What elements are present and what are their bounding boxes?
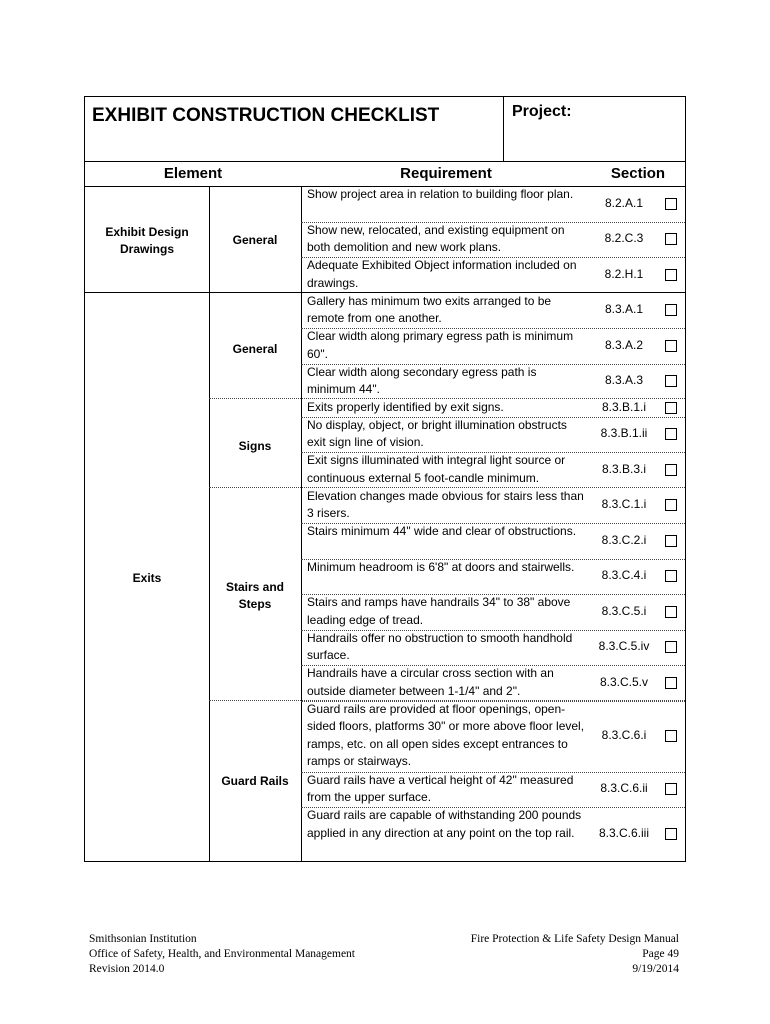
- requirement-text: Clear width along secondary egress path is minimum 44".: [307, 364, 537, 397]
- requirement-text: Stairs and ramps have handrails 34" to 38" above leading edge of tread.: [307, 595, 571, 627]
- requirement-text: Clear width along primary egress path is minimum 60".: [307, 329, 574, 361]
- section-ref: 8.3.C.2.i: [601, 532, 647, 547]
- group-stairs-and-steps: Stairs and Steps: [225, 580, 285, 611]
- section-ref: 8.3.A.2: [604, 337, 644, 352]
- footer-date: 9/19/2014: [632, 963, 679, 975]
- requirement-text: Guard rails are provided at floor openings, open-sided floors, platforms 30" or more above floor level, ramps, etc. on all open sides except entrances to ramps or stairways.: [307, 701, 585, 769]
- requirement-text: Minimum headroom is 6'8" at doors and stairwells.: [307, 559, 575, 574]
- checklist-row: [85, 665, 685, 701]
- checklist-row: [85, 417, 685, 453]
- requirement-text: Handrails have a circular cross section with an outside diameter between 1-1/4" and 2".: [307, 666, 554, 698]
- requirement-text: Exit signs illuminated with integral light source or continuous external 5 foot-candle minimum.: [307, 453, 566, 485]
- section-ref: 8.3.A.3: [604, 373, 644, 387]
- checkbox[interactable]: [665, 304, 677, 316]
- checklist-row: [85, 328, 685, 364]
- checkbox[interactable]: [665, 198, 677, 210]
- section-ref: 8.3.B.3.i: [601, 461, 647, 476]
- checklist-row: [85, 186, 685, 222]
- project-field[interactable]: [503, 97, 685, 161]
- footer-revision: Revision 2014.0: [89, 963, 165, 975]
- group-exits: Exits: [132, 571, 162, 585]
- checklist-table: [84, 96, 686, 862]
- footer-manual-title: Fire Protection & Life Safety Design Manual: [470, 933, 679, 945]
- requirement-text: Handrails offer no obstruction to smooth handhold surface.: [307, 630, 573, 663]
- requirement-text: Show new, relocated, and existing equipment on both demolition and new work plans.: [307, 222, 565, 255]
- checkbox[interactable]: [665, 535, 677, 547]
- checkbox[interactable]: [665, 375, 677, 387]
- footer-office: Office of Safety, Health, and Environmental Management: [89, 948, 356, 960]
- header-requirement: Requirement: [400, 165, 492, 182]
- requirement-text: Exits properly identified by exit signs.: [307, 399, 504, 414]
- requirement-text: Guard rails have a vertical height of 42" measured from the upper surface.: [307, 772, 574, 805]
- title-row: [85, 97, 685, 162]
- section-ref: 8.3.C.5.i: [601, 603, 647, 618]
- checkbox[interactable]: [665, 677, 677, 689]
- checklist-row: [85, 293, 685, 329]
- checkbox[interactable]: [665, 570, 677, 582]
- group-exits-general: General: [232, 342, 278, 356]
- section-ref: 8.3.C.6.i: [601, 728, 647, 742]
- section-ref: 8.3.C.5.v: [599, 674, 649, 689]
- checklist-row: [85, 399, 685, 417]
- checklist-row: [85, 630, 685, 666]
- checkbox[interactable]: [665, 641, 677, 653]
- column-headers: [85, 161, 685, 187]
- header-section: Section: [610, 165, 666, 182]
- group-signs: Signs: [238, 439, 272, 453]
- section-ref: 8.3.C.4.i: [601, 568, 647, 583]
- section-ref: 8.3.B.1.i: [601, 399, 647, 414]
- checkbox[interactable]: [665, 402, 677, 414]
- checkbox[interactable]: [665, 269, 677, 281]
- group-exhibit-general: General: [232, 233, 278, 247]
- checkbox[interactable]: [665, 730, 677, 742]
- section-ref: 8.3.B.1.ii: [600, 426, 648, 441]
- checkbox[interactable]: [665, 783, 677, 795]
- section-ref: 8.2.A.1: [604, 195, 644, 210]
- checklist-row: [85, 222, 685, 258]
- checkbox[interactable]: [665, 428, 677, 440]
- checklist-row: [85, 488, 685, 524]
- requirement-text: Show project area in relation to building floor plan.: [307, 187, 574, 201]
- requirement-text: Stairs minimum 44" wide and clear of obstructions.: [307, 524, 577, 538]
- section-ref: 8.3.C.5.iv: [598, 639, 650, 654]
- requirement-text: Adequate Exhibited Object information included on drawings.: [307, 258, 577, 290]
- header-element: Element: [163, 165, 223, 182]
- section-ref: 8.2.C.3: [604, 231, 644, 246]
- checklist-row: [85, 257, 685, 293]
- checkbox[interactable]: [665, 499, 677, 511]
- section-ref: 8.3.A.1: [604, 302, 644, 317]
- checkbox[interactable]: [665, 233, 677, 245]
- checklist-row: [85, 452, 685, 488]
- checklist-row: [85, 807, 685, 860]
- section-ref: 8.3.C.1.i: [601, 497, 647, 512]
- section-ref: 8.3.C.6.ii: [600, 781, 648, 796]
- checklist-body: [85, 186, 685, 861]
- footer-right: [471, 932, 679, 977]
- footer-left: [89, 932, 355, 977]
- requirement-text: Gallery has minimum two exits arranged to be remote from one another.: [307, 293, 552, 326]
- checkbox[interactable]: [665, 464, 677, 476]
- project-label: Project:: [512, 103, 572, 120]
- group-exhibit-design-drawings: Exhibit Design Drawings: [105, 225, 189, 256]
- checklist-row: [85, 559, 685, 595]
- checkbox[interactable]: [665, 340, 677, 352]
- checklist-row: [85, 701, 685, 772]
- checklist-row: [85, 772, 685, 808]
- checklist-row: [85, 523, 685, 559]
- section-ref: 8.3.C.6.iii: [598, 825, 650, 840]
- requirement-text: Guard rails are capable of withstanding 200 pounds applied in any direction at any point on the top rail.: [307, 808, 582, 840]
- checklist-row: [85, 594, 685, 630]
- checklist-row: [85, 364, 685, 399]
- requirement-text: Elevation changes made obvious for stairs less than 3 risers.: [307, 488, 584, 521]
- page-title: EXHIBIT CONSTRUCTION CHECKLIST: [92, 105, 440, 126]
- checkbox[interactable]: [665, 828, 677, 840]
- footer-organization: Smithsonian Institution: [89, 933, 197, 945]
- requirement-text: No display, object, or bright illumination obstructs exit sign line of vision.: [307, 417, 567, 450]
- checkbox[interactable]: [665, 606, 677, 618]
- section-ref: 8.2.H.1: [604, 266, 644, 281]
- footer-page-number: Page 49: [642, 948, 679, 960]
- group-guard-rails: Guard Rails: [221, 774, 289, 788]
